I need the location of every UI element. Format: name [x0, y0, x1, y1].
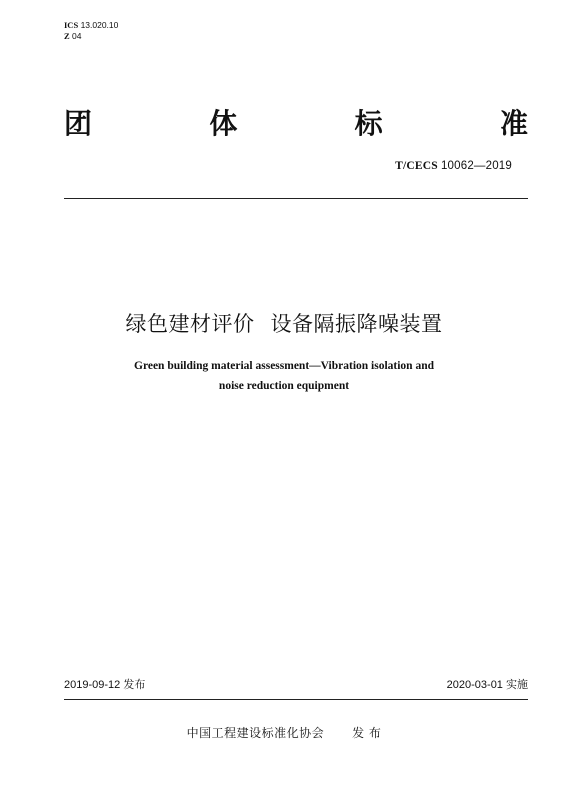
- standard-category-heading: [64, 102, 528, 138]
- ics-value: 13.020.10: [80, 20, 119, 30]
- implementation-date: [447, 676, 528, 692]
- implementation-date-value: 2020-03-01: [446, 679, 503, 691]
- issue-date-value: 2019-09-12: [64, 679, 121, 691]
- ics-label: ICS: [64, 20, 79, 30]
- standard-number: [395, 160, 512, 172]
- category-char: 团: [64, 107, 93, 140]
- standard-number-prefix: T/CECS: [395, 160, 438, 172]
- ics-code: [64, 20, 118, 31]
- issue-date: [64, 676, 145, 692]
- standard-number-value: 10062—2019: [440, 160, 512, 172]
- english-title: [0, 356, 568, 396]
- ccs-label: Z: [64, 31, 70, 41]
- chinese-title-part1: 绿色建材评价: [125, 312, 255, 336]
- top-divider: [64, 198, 528, 199]
- chinese-title-part2: 设备隔振降噪装置: [270, 312, 443, 336]
- category-char: 准: [499, 107, 528, 140]
- publisher-line: [0, 724, 568, 741]
- category-char: 标: [354, 107, 383, 140]
- english-title-line2: noise reduction equipment: [218, 380, 350, 392]
- classification-codes: [64, 20, 118, 42]
- category-char: 体: [209, 107, 238, 140]
- implementation-label: 实施: [506, 678, 528, 691]
- english-title-line1: Green building material assessment—Vibration isolation and: [134, 360, 434, 372]
- bottom-divider: [64, 699, 528, 700]
- issue-label: 发布: [123, 678, 146, 691]
- chinese-title: [0, 308, 568, 338]
- publish-action: 发 布: [352, 726, 382, 740]
- publisher-name: 中国工程建设标准化协会: [186, 726, 325, 740]
- ccs-value: 04: [72, 31, 82, 41]
- ccs-code: [64, 31, 118, 42]
